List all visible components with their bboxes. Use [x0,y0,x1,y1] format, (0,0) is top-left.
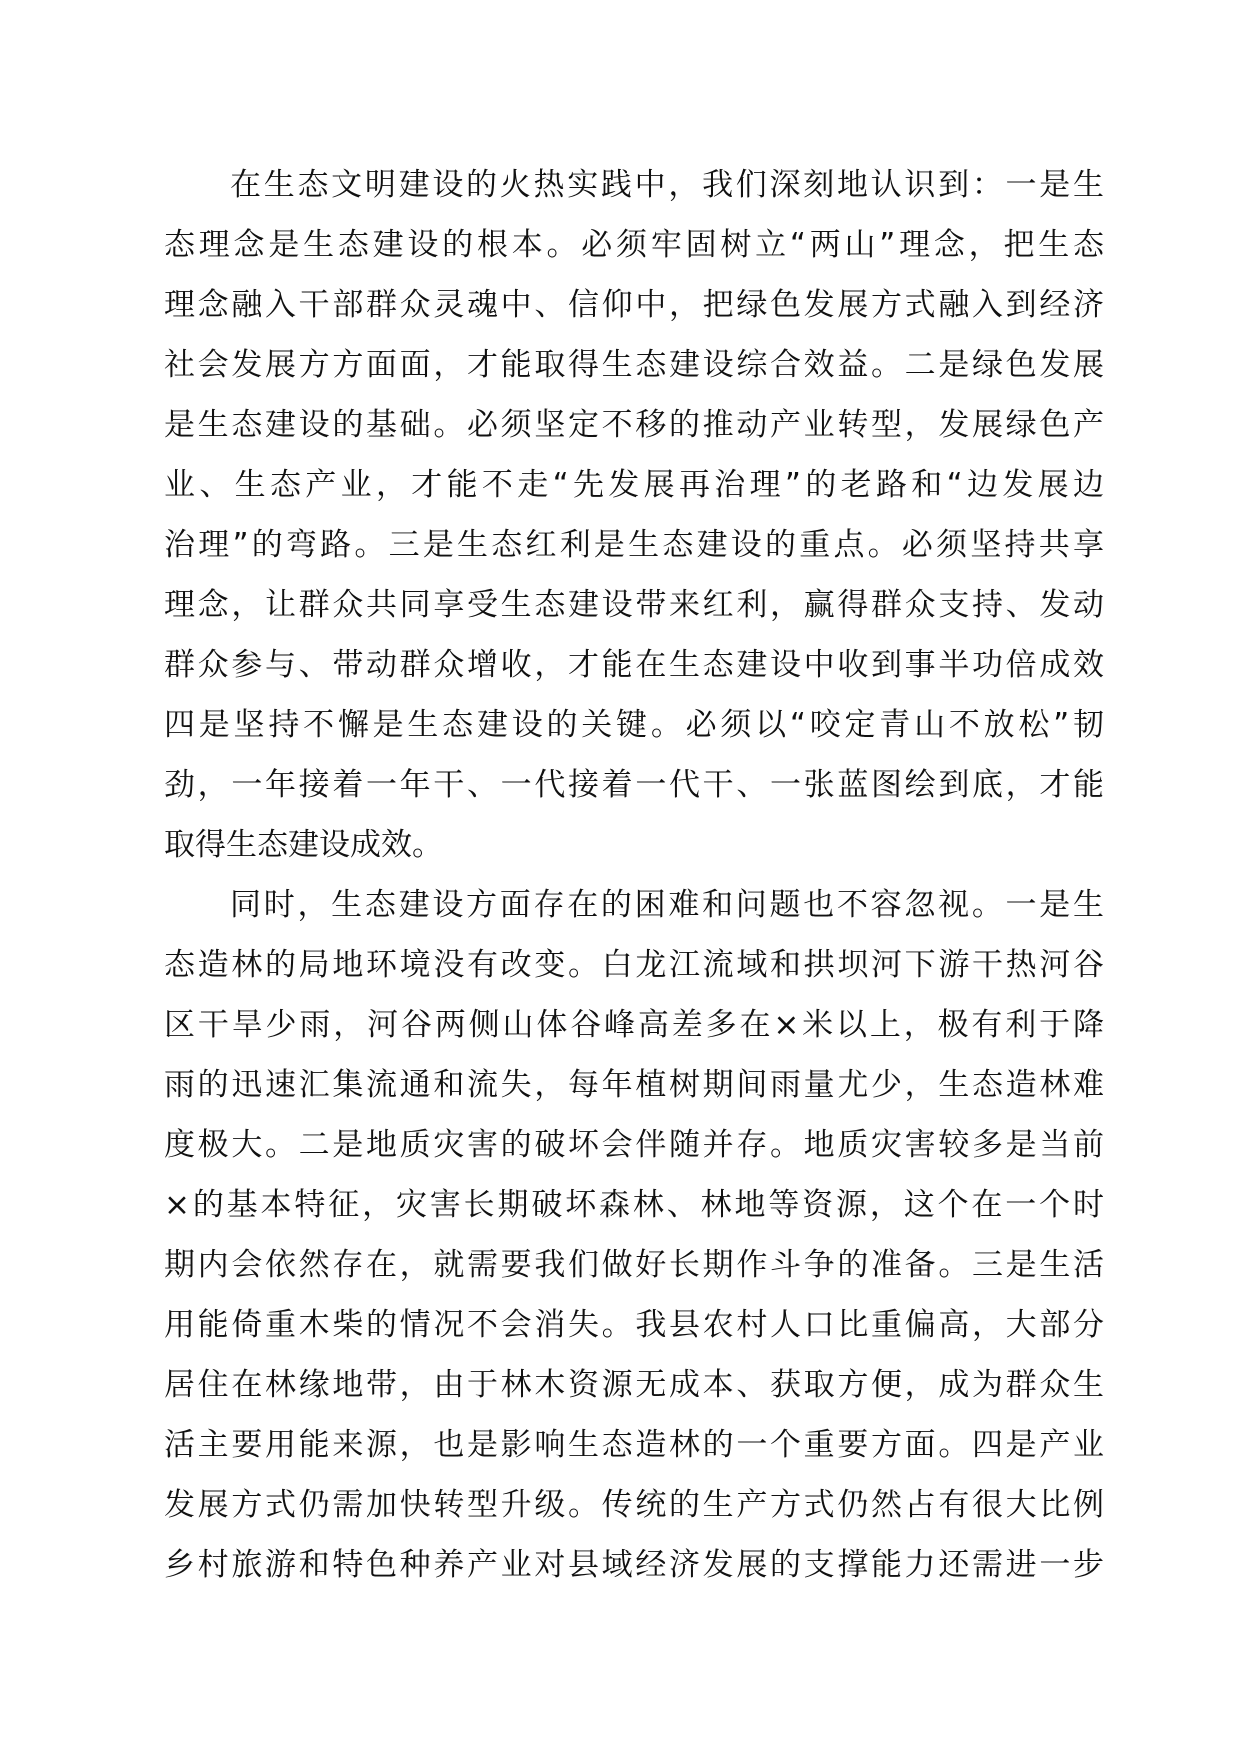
paragraph-ecological-insights [164,155,1104,875]
paragraph-line: 区干旱少雨，河谷两侧山体谷峰高差多在×米以上，极有利于降 [164,1007,1104,1043]
paragraph-line: 理念，让群众共同享受生态建设带来红利，赢得群众支持、发动 [164,587,1104,623]
paragraph-line: 雨的迅速汇集流通和流失，每年植树期间雨量尤少，生态造林难 [164,1067,1104,1103]
paragraph-line: 社会发展方方面面，才能取得生态建设综合效益。二是绿色发展 [164,347,1104,383]
paragraph-line: ×的基本特征，灾害长期破坏森林、林地等资源，这个在一个时 [164,1187,1104,1223]
paragraph-line: 度极大。二是地质灾害的破坏会伴随并存。地质灾害较多是当前 [164,1127,1104,1163]
paragraph-line: 用能倚重木柴的情况不会消失。我县农村人口比重偏高，大部分 [164,1307,1104,1343]
paragraph-line: 态理念是生态建设的根本。必须牢固树立“两山”理念，把生态 [164,227,1104,263]
paragraph-line: 同时，生态建设方面存在的困难和问题也不容忽视。一是生 [230,887,1104,923]
paragraph-line: 治理”的弯路。三是生态红利是生态建设的重点。必须坚持共享 [164,527,1104,563]
paragraph-line: 四是坚持不懈是生态建设的关键。必须以“咬定青山不放松”韧 [164,707,1104,743]
paragraph-line: 活主要用能来源，也是影响生态造林的一个重要方面。四是产业 [164,1427,1104,1463]
paragraph-line: 是生态建设的基础。必须坚定不移的推动产业转型，发展绿色产 [164,407,1104,443]
paragraph-line: 期内会依然存在，就需要我们做好长期作斗争的准备。三是生活 [164,1247,1104,1283]
paragraph-line: 在生态文明建设的火热实践中，我们深刻地认识到：一是生 [230,167,1104,203]
paragraph-line: 态造林的局地环境没有改变。白龙江流域和拱坝河下游干热河谷 [164,947,1104,983]
paragraph-line: 居住在林缘地带，由于林木资源无成本、获取方便，成为群众生 [164,1367,1104,1403]
paragraph-difficulties-problems [164,875,1104,1595]
paragraph-line: 取得生态建设成效。 [164,827,443,863]
paragraph-line: 劲，一年接着一年干、一代接着一代干、一张蓝图绘到底，才能 [164,767,1104,803]
paragraph-line: 群众参与、带动群众增收，才能在生态建设中收到事半功倍成效 [164,647,1104,683]
paragraph-line: 业、生态产业，才能不走“先发展再治理”的老路和“边发展边 [164,467,1104,503]
paragraph-line: 乡村旅游和特色种养产业对县域经济发展的支撑能力还需进一步 [164,1547,1104,1583]
paragraph-line: 发展方式仍需加快转型升级。传统的生产方式仍然占有很大比例 [164,1487,1104,1523]
paragraph-line: 理念融入干部群众灵魂中、信仰中，把绿色发展方式融入到经济 [164,287,1104,323]
